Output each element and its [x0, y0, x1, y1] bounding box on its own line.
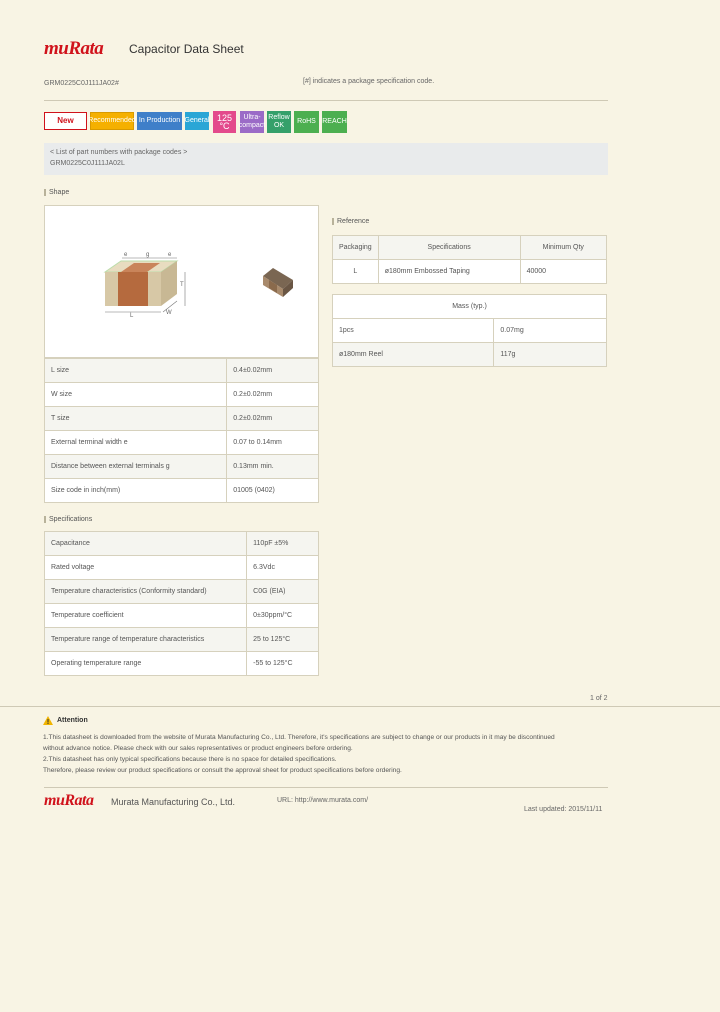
shape-row [45, 455, 319, 479]
spec-row [45, 580, 319, 604]
badge-125-c: 125 °C [213, 111, 236, 133]
spec-row-value: 0±30ppm/°C [247, 604, 319, 628]
spec-row-label: Capacitance [45, 532, 247, 556]
part-number: GRM0225C0J111JA02# [44, 80, 119, 87]
attention-text [43, 732, 615, 776]
spec-row-value: -55 to 125°C [247, 652, 319, 676]
warning-icon [43, 716, 53, 725]
package-code-note: [#] indicates a package specification code. [303, 78, 435, 85]
attention-heading [43, 716, 88, 725]
spec-row [45, 652, 319, 676]
chip-dimension-diagram [45, 206, 318, 357]
spec-row-value: 6.3Vdc [247, 556, 319, 580]
reference-label: Reference [332, 218, 369, 225]
mass-row [333, 343, 607, 367]
attention-divider [0, 706, 720, 707]
ref-min-qty: 40000 [520, 260, 606, 284]
shape-row-value: 0.13mm min. [227, 455, 319, 479]
package-code-link[interactable]: GRM0225C0J111JA02L [50, 160, 125, 167]
badge-general: General [185, 112, 209, 130]
attention-line: 2.This datasheet has only typical specifications because there is no space for detailed specifications. [43, 756, 337, 763]
attention-title: Attention [57, 717, 88, 724]
spec-row [45, 604, 319, 628]
shape-label: Shape [44, 189, 69, 196]
shape-row-label: External terminal width e [45, 431, 227, 455]
mass-row-label: 1pcs [333, 319, 494, 343]
package-code-heading: < List of part numbers with package codes > [50, 149, 188, 156]
spec-row-label: Rated voltage [45, 556, 247, 580]
mass-title: Mass (typ.) [333, 295, 607, 319]
dim-t: T [180, 282, 184, 288]
shape-row [45, 431, 319, 455]
footer-murata-logo: muRata [44, 792, 94, 809]
mass-table [332, 294, 607, 367]
shape-row-value: 0.2±0.02mm [227, 383, 319, 407]
dim-l: L [130, 313, 134, 319]
badge-ultra-compact: Ultra-compact [240, 111, 264, 133]
shape-dimensions-table [44, 358, 319, 503]
shape-image-box [44, 205, 319, 358]
shape-row [45, 479, 319, 503]
package-code-bar [44, 143, 608, 175]
ref-specifications: ø180mm Embossed Taping [378, 260, 520, 284]
attention-line: 1.This datasheet is downloaded from the website of Murata Manufacturing Co., Ltd. Therefore, it's specifications are subject to change or our products in it may be discontinued [43, 734, 555, 741]
page-number: 1 of 2 [590, 695, 608, 702]
shape-row-value: 0.2±0.02mm [227, 407, 319, 431]
spec-row-value: 25 to 125°C [247, 628, 319, 652]
header-divider [44, 100, 608, 101]
attention-line: without advance notice. Please check with our sales representatives or product engineers before ordering. [43, 745, 353, 752]
spec-row-label: Operating temperature range [45, 652, 247, 676]
spec-row-label: Temperature coefficient [45, 604, 247, 628]
shape-row-label: Distance between external terminals g [45, 455, 227, 479]
badge-recommended: Recommended [90, 112, 134, 130]
shape-row-label: Size code in inch(mm) [45, 479, 227, 503]
ref-header-packaging: Packaging [333, 236, 379, 260]
spec-row [45, 532, 319, 556]
dim-g: g [146, 252, 150, 258]
spec-row-value: C0G (EIA) [247, 580, 319, 604]
spec-row [45, 628, 319, 652]
shape-row-label: L size [45, 359, 227, 383]
shape-row [45, 359, 319, 383]
shape-row-value: 0.07 to 0.14mm [227, 431, 319, 455]
dim-w: W [166, 310, 172, 316]
chip-photo [263, 268, 293, 297]
reference-table [332, 235, 607, 284]
shape-row-label: T size [45, 407, 227, 431]
shape-row [45, 407, 319, 431]
spec-row-label: Temperature characteristics (Conformity standard) [45, 580, 247, 604]
mass-row-label: ø180mm Reel [333, 343, 494, 367]
spec-row-label: Temperature range of temperature characteristics [45, 628, 247, 652]
dim-e1: e [124, 252, 128, 258]
company-url[interactable]: URL: http://www.murata.com/ [277, 797, 369, 804]
attention-line: Therefore, please review our product specifications or consult the approval sheet for product specifications before ordering. [43, 767, 402, 774]
badge-reach: REACH [322, 111, 347, 133]
shape-row [45, 383, 319, 407]
mass-row [333, 319, 607, 343]
spec-row-value: 110pF ±5% [247, 532, 319, 556]
shape-row-value: 0.4±0.02mm [227, 359, 319, 383]
last-updated: Last updated: 2015/11/11 [524, 806, 603, 813]
murata-logo: muRata [44, 38, 104, 59]
specifications-label: Specifications [44, 516, 92, 523]
ref-header-specifications: Specifications [378, 236, 520, 260]
badge-rohs: RoHS [294, 111, 319, 133]
spec-row [45, 556, 319, 580]
page-title: Capacitor Data Sheet [129, 42, 244, 56]
badge-in-production: In Production [137, 112, 182, 130]
mass-row-value: 117g [494, 343, 607, 367]
badge-new: New [44, 112, 87, 130]
footer-divider [44, 787, 608, 788]
ref-header-min-qty: Minimum Qty [520, 236, 606, 260]
shape-row-label: W size [45, 383, 227, 407]
shape-row-value: 01005 (0402) [227, 479, 319, 503]
badge-reflow-ok: Reflow OK [267, 111, 291, 133]
company-name: Murata Manufacturing Co., Ltd. [111, 797, 236, 807]
dim-e2: e [168, 252, 172, 258]
specifications-table [44, 531, 319, 676]
mass-row-value: 0.07mg [494, 319, 607, 343]
ref-packaging: L [333, 260, 379, 284]
